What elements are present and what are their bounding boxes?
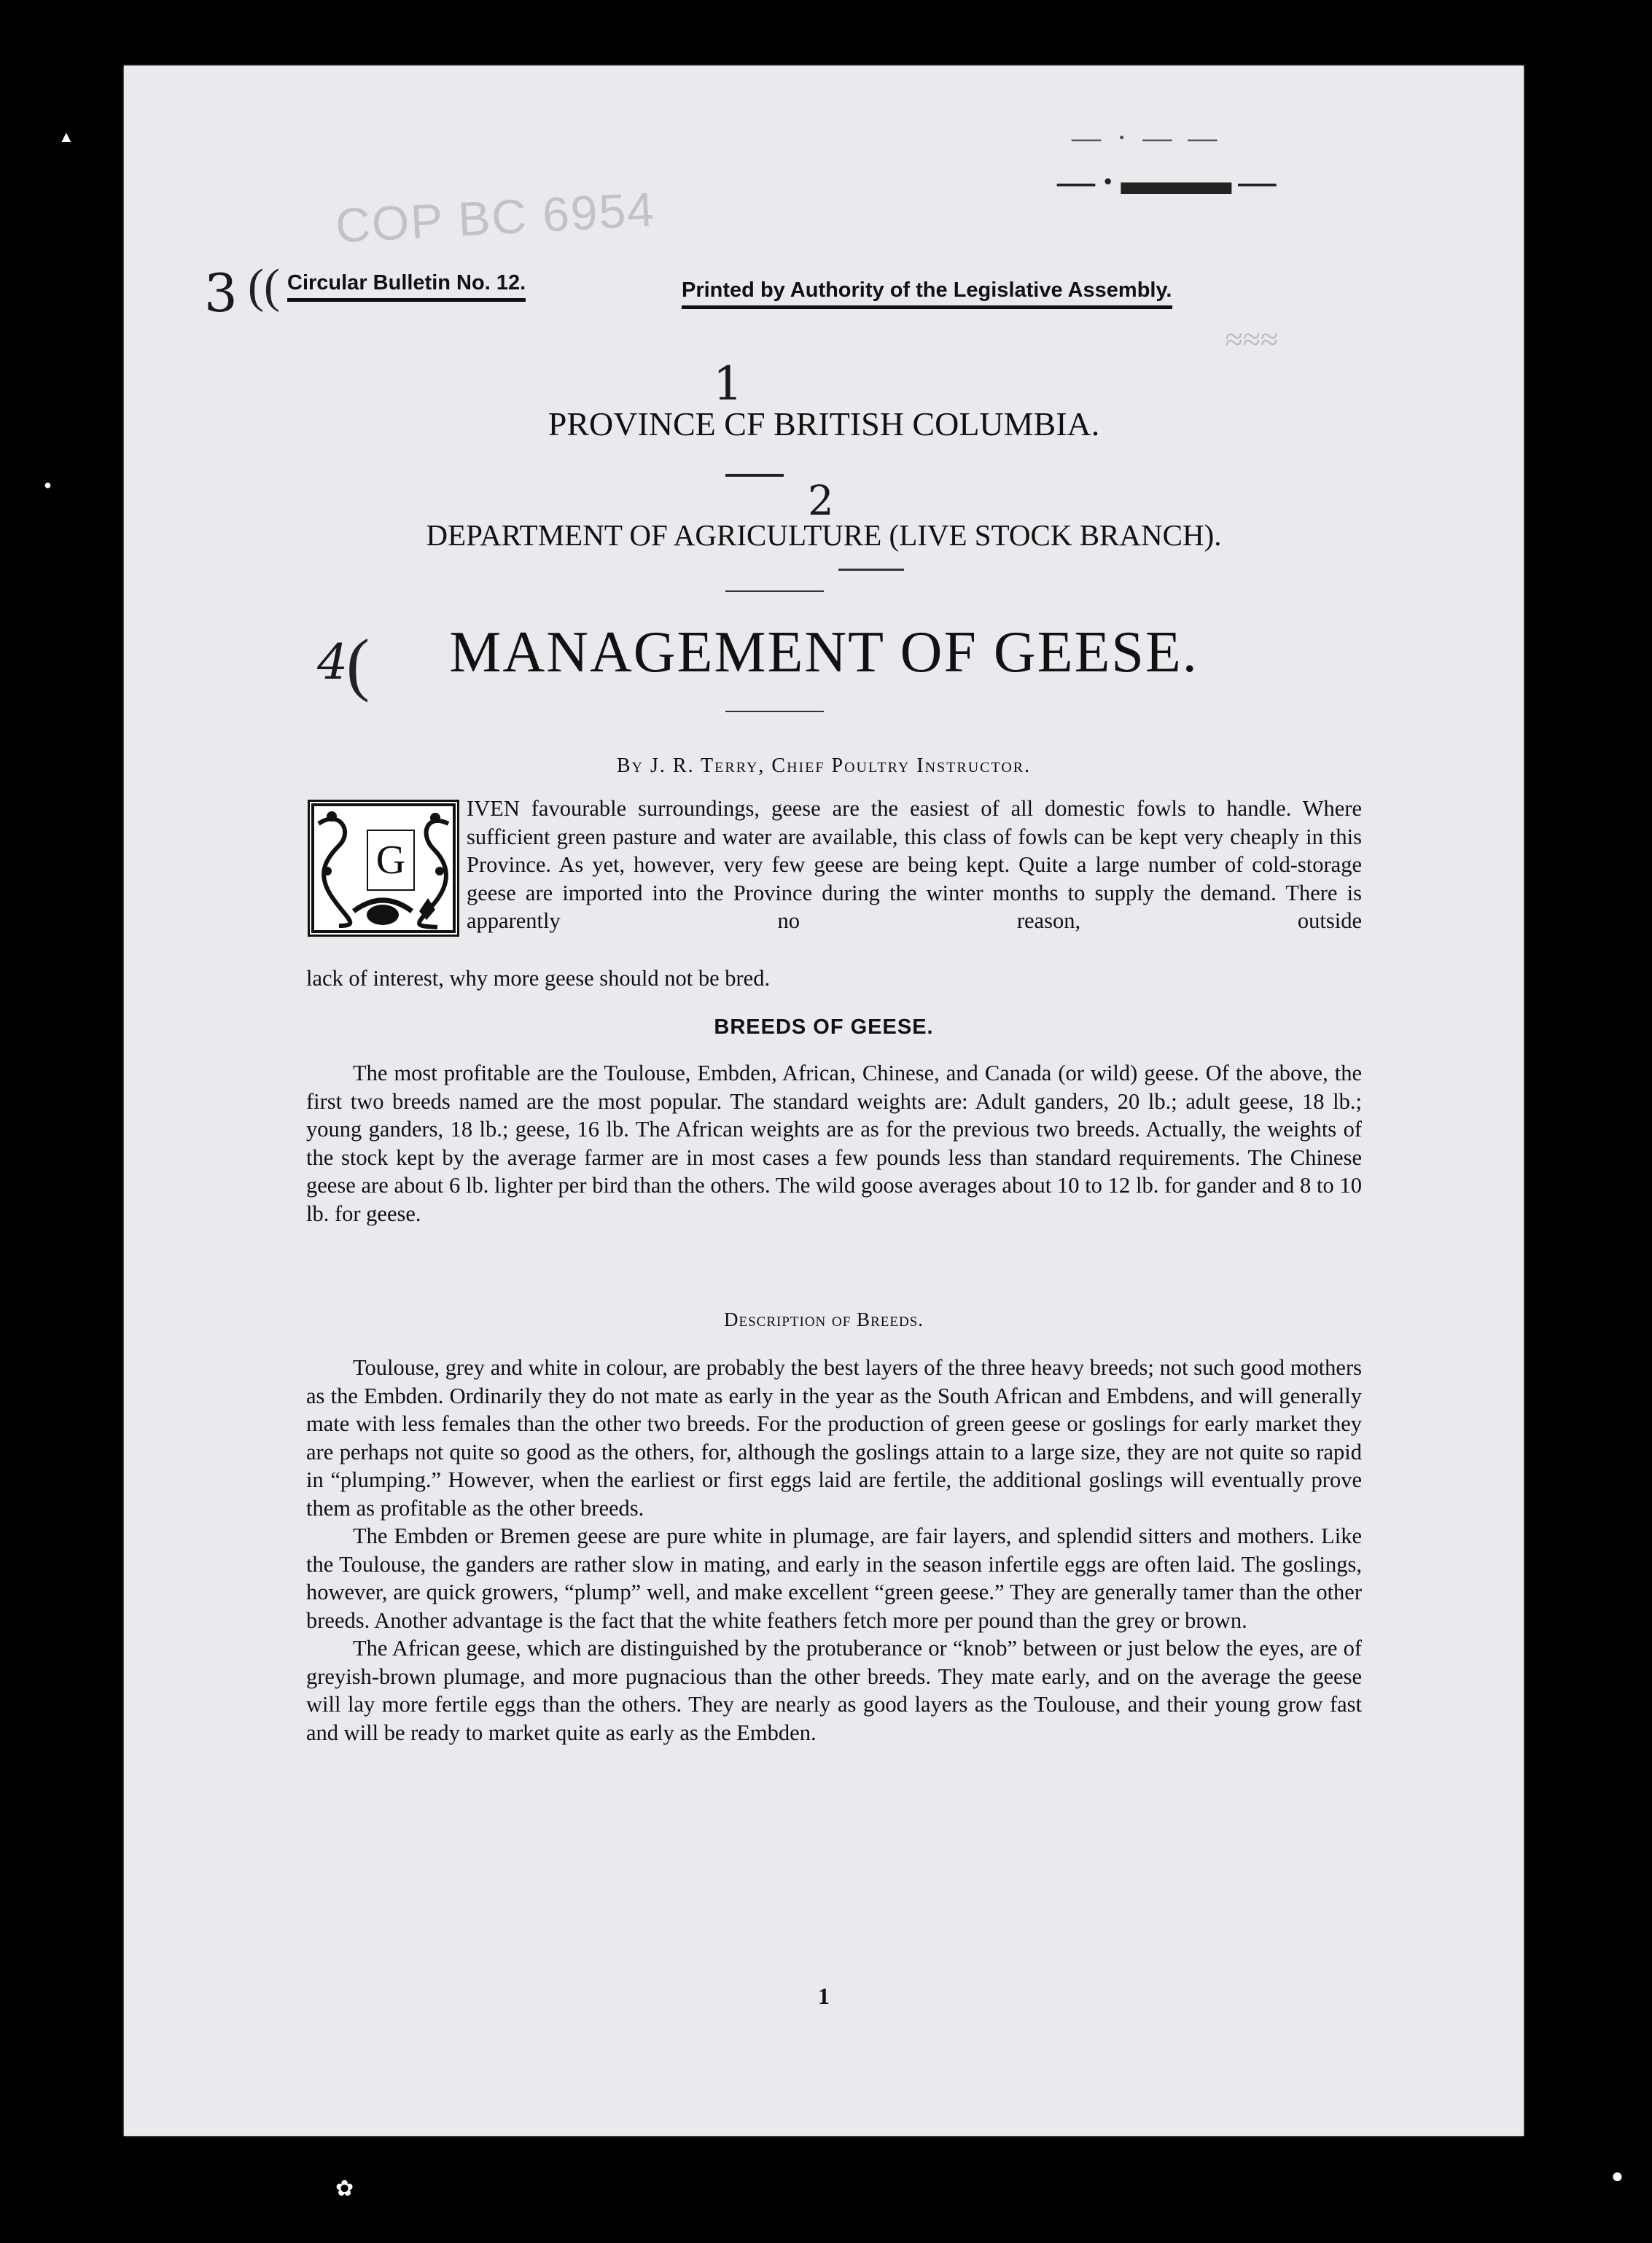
title-divider-top [725, 590, 824, 592]
handwritten-number-4: 4 [317, 634, 348, 690]
handwritten-bracket: (( [248, 260, 280, 313]
scan-speck: ✿ [335, 2177, 354, 2201]
document-title: MANAGEMENT OF GEESE. [449, 620, 1199, 684]
handwritten-number-1: 1 [713, 357, 743, 411]
description-body [306, 1354, 1362, 1747]
scribble-mark: — · ▬▬▬ — [1057, 161, 1275, 203]
scan-speck: ● [44, 477, 52, 492]
scan-speck: ▲ [58, 128, 74, 146]
scribble-mark: — · — — [1072, 121, 1222, 154]
description-paragraph-toulouse: Toulouse, grey and white in colour, are probably the best layers of the three heavy breeds; not such good mothers as the Embden. Ordinarily they do not mate as early in the year as the South African and Embdens, and will generally mate with less females than the other two breeds. For the production of green geese or goslings for early market they are perhaps not quite so good as the others, for, although the goslings attain to a large size, they are not quite so rapid in “plumping.” However, when the earliest or first eggs laid are fertile, the additional goslings will eventually prove them as profitable as the other breeds. [306, 1355, 1362, 1521]
department-heading: DEPARTMENT OF AGRICULTURE (LIVE STOCK BRANCH). [426, 518, 1222, 552]
handwritten-bracket: ( [346, 625, 370, 703]
circular-bulletin-number: Circular Bulletin No. 12. [287, 271, 526, 302]
province-heading: PROVINCE CF BRITISH COLUMBIA. [548, 405, 1100, 442]
breeds-paragraph: The most profitable are the Toulouse, Embden, African, Chinese, and Canada (or wild) geese. Of the above, the first two breeds named are the most popular. The standard weights are: Adult ganders, 20 lb.; adult geese, 18 lb.; young ganders, 18 lb.; geese, 16 lb. The African weights are as for the previous two breeds. Actually, the weights of the stock kept by the average farmer are in most cases a few pounds less than standard requirements. The Chinese geese are about 6 lb. lighter per bird than the others. The wild goose averages about 10 to 12 lb. for gander and 8 to 10 lb. for geese. [306, 1061, 1362, 1226]
section-heading-description: Description of Breeds. [723, 1308, 924, 1330]
drop-cap-ornament [308, 800, 459, 937]
section-heading-breeds: BREEDS OF GEESE. [714, 1015, 934, 1039]
description-paragraph-embden: The Embden or Bremen geese are pure white in plumage, are fair layers, and splendid sitters and mothers. Like the Toulouse, the ganders are rather slow in mating, and early in the season infertile eggs are often laid. The goslings, however, are quick growers, “plump” well, and make excellent “green geese.” They are generally tamer than the other breeds. Another advantage is the fact that the white feathers fetch more per pound than the grey or brown. [306, 1524, 1362, 1633]
handwritten-stroke [725, 474, 784, 477]
scribble-mark: ≈≈≈ [1225, 321, 1278, 357]
intro-paragraph: IVEN favourable surroundings, geese are the easiest of all domestic fowls to handle. Where sufficient green pasture and water are available, this class of fowls can be kept very cheaply in this Province. As yet, however, very few geese are being kept. Quite a large number of cold-storage geese are imported into the Province during the winter months to supply the demand. There is apparently no reason, outside [467, 796, 1362, 933]
document-page [124, 66, 1524, 2136]
page-number: 1 [818, 1983, 830, 2009]
author-byline: By J. R. Terry, Chief Poultry Instructor. [616, 754, 1032, 777]
scan-speck: ● [1611, 2165, 1624, 2188]
library-stamp-code: COP BC 6954 [334, 182, 657, 253]
handwritten-stroke [838, 569, 904, 571]
description-paragraph-african: The African geese, which are distinguished by the protuberance or “knob” between or just below the eyes, are of greyish-brown plumage, and more pugnacious than the other breeds. They mate early, and on the average the geese will lay more fertile eggs than the others. They are nearly as good layers as the Toulouse, and their young grow fast and will be ready to market quite as early as the Embden. [306, 1636, 1362, 1745]
printed-by-authority: Printed by Authority of the Legislative Assembly. [682, 278, 1172, 309]
intro-paragraph-end: lack of interest, why more geese should not be bred. [306, 966, 771, 991]
drop-cap-letter: G [367, 830, 415, 891]
title-divider-bottom [725, 711, 824, 712]
handwritten-number-3: 3 [204, 262, 238, 324]
handwritten-number-2: 2 [808, 477, 834, 525]
